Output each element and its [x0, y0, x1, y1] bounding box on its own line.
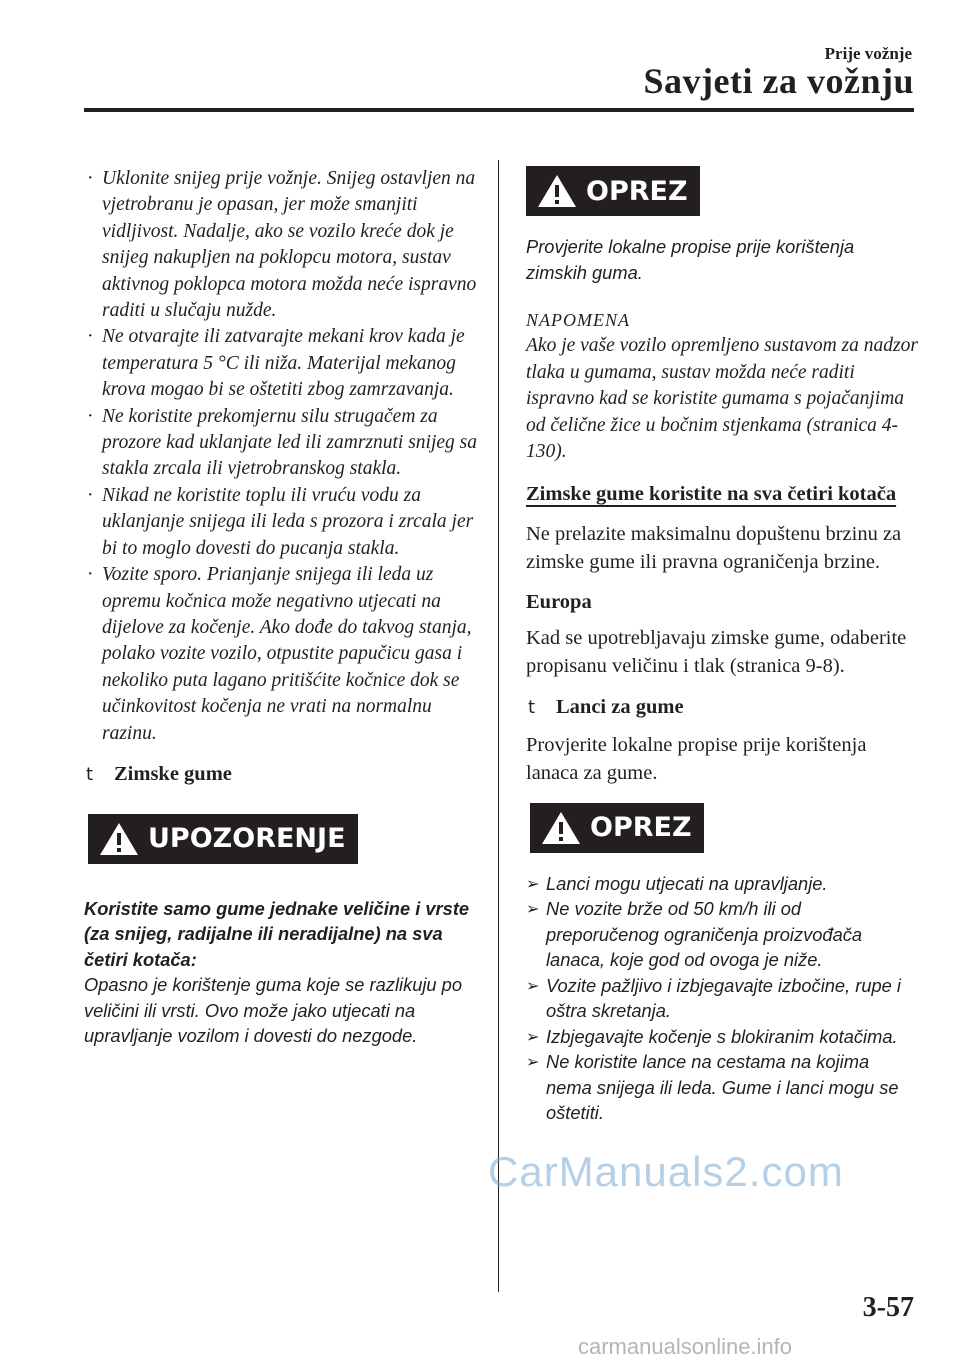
page-number: 3-57 [862, 1292, 914, 1323]
watermark-carmanualsonline: carmanualsonline.info [578, 1334, 793, 1359]
chapter-label: Prije vožnje [824, 44, 912, 63]
warning-text: Opasno je korištenje guma koje se razlikuju po veličini ili vrsti. Ovo može jako utjecati na upravljanje vozilom i dovesti do nezgode. [84, 974, 463, 1047]
list-item: · Vozite sporo. Prianjanje snijega ili leda uz opremu kočnica može negativno utjecati na dijelove za kočenje. Ako dođe do takvog stanja, polako vozite vozilo, otpustite papučicu gasa i nekoliko puta lagano pritišćite kočnice dok se učinkovitost kočenja ne vrati na normalnu razinu. [87, 564, 472, 744]
list-item: ➢ Lanci mogu utjecati na upravljanje. [526, 871, 918, 897]
section-heading-winter-tires [84, 763, 480, 786]
bullet-list [84, 166, 480, 747]
section-title: Zimske gume [114, 762, 232, 785]
list-item: · Nikad ne koristite toplu ili vruću vodu za uklanjanje snijega ili leda s prozora i zrcala jer bi to moglo dovesti do pucanja stakla. [87, 484, 474, 559]
chains-text: Provjerite lokalne propise prije korištenja lanaca za gume. [526, 733, 867, 784]
arrow-icon: ➢ [526, 1052, 540, 1071]
section-marker: t [86, 763, 94, 785]
warning-triangle-icon [98, 821, 140, 857]
caution-badge [526, 166, 700, 216]
arrow-icon: ➢ [526, 1026, 540, 1046]
subsection-text: Ne prelazite maksimalnu dopuštenu brzinu za zimske gume ili pravna ograničenja brzine. [526, 522, 902, 573]
section-heading-chains [526, 696, 918, 719]
watermark-carmanuals2: CarManuals2.com [488, 1148, 844, 1195]
subsection-heading [526, 480, 918, 508]
list-item: · Ne koristite prekomjernu silu strugačem za prozore kad uklanjate led ili zamrznuti snijeg sa stakla zrcala ili vjetrobranskog stakla. [87, 405, 477, 480]
note-text: Ako je vaše vozilo opremljeno sustavom za nadzor tlaka u gumama, sustav možda neće raditi ispravno kad se koristite gumama s pojačanjima od čelične žice u bočnim stjenkama (stranica 4-130). [526, 335, 918, 462]
left-column [84, 166, 480, 1049]
section-title: Lanci za gume [556, 695, 684, 718]
list-item: ➢ Izbjegavajte kočenje s blokiranim kotačima. [526, 1024, 918, 1050]
caution-text: Provjerite lokalne propise prije korištenja zimskih guma. [526, 236, 855, 283]
section-marker: t [528, 696, 536, 718]
column-divider [498, 160, 499, 1292]
europe-text: Kad se upotrebljavaju zimske gume, odaberite propisanu veličinu i tlak (stranica 9-8). [526, 626, 907, 677]
arrow-icon: ➢ [526, 975, 540, 995]
arrow-icon: ➢ [526, 873, 540, 893]
list-item: ➢ Ne vozite brže od 50 km/h ili od preporučenog ograničenja proizvođača lanaca, koje god od ovoga je niže. [526, 898, 863, 970]
list-item: ➢ Ne koristite lance na cestama na kojima nema snijega ili leda. Gume i lanci mogu se oštetiti. [526, 1051, 899, 1123]
right-column [526, 166, 918, 1126]
page-title: Savjeti za vožnju [643, 61, 914, 101]
header-rule [84, 108, 914, 112]
warning-content [84, 896, 480, 1049]
caution-label: OPREZ [590, 812, 692, 843]
list-item: ➢ Vozite pažljivo i izbjegavajte izbočine, rupe i oštra skretanja. [526, 974, 901, 1021]
warning-badge [88, 814, 358, 864]
subsection-title: Zimske gume koristite na sva četiri kotača [526, 482, 897, 505]
warning-bold-text: Koristite samo gume jednake veličine i vrste (za snijeg, radijalne ili neradijalne) na sva četiri kotača: [84, 897, 470, 970]
warning-triangle-icon [540, 810, 582, 846]
caution-badge [530, 803, 704, 853]
list-item: · Uklonite snijeg prije vožnje. Snijeg ostavljen na vjetrobranu je opasan, jer može smanjiti vidljivost. Nadalje, ako se vozilo kreće dok je snijeg nakupljen na poklopcu motora, sustav aktivnog poklopca motora možda neće ispravno raditi u slučaju nužde. [87, 168, 477, 322]
list-item: · Ne otvarajte ili zatvarajte mekani krov kada je temperatura 5 °C ili niža. Materijal mekanog krova mogao bi se oštetiti zbog zamrzavanja. [87, 326, 465, 401]
arrow-icon: ➢ [526, 899, 540, 918]
caution-list [526, 871, 918, 1126]
warning-label: UPOZORENJE [148, 823, 346, 855]
europe-title: Europa [526, 590, 592, 613]
warning-triangle-icon [536, 173, 578, 209]
note-title: NAPOMENA [526, 310, 630, 330]
caution-label: OPREZ [586, 175, 688, 207]
